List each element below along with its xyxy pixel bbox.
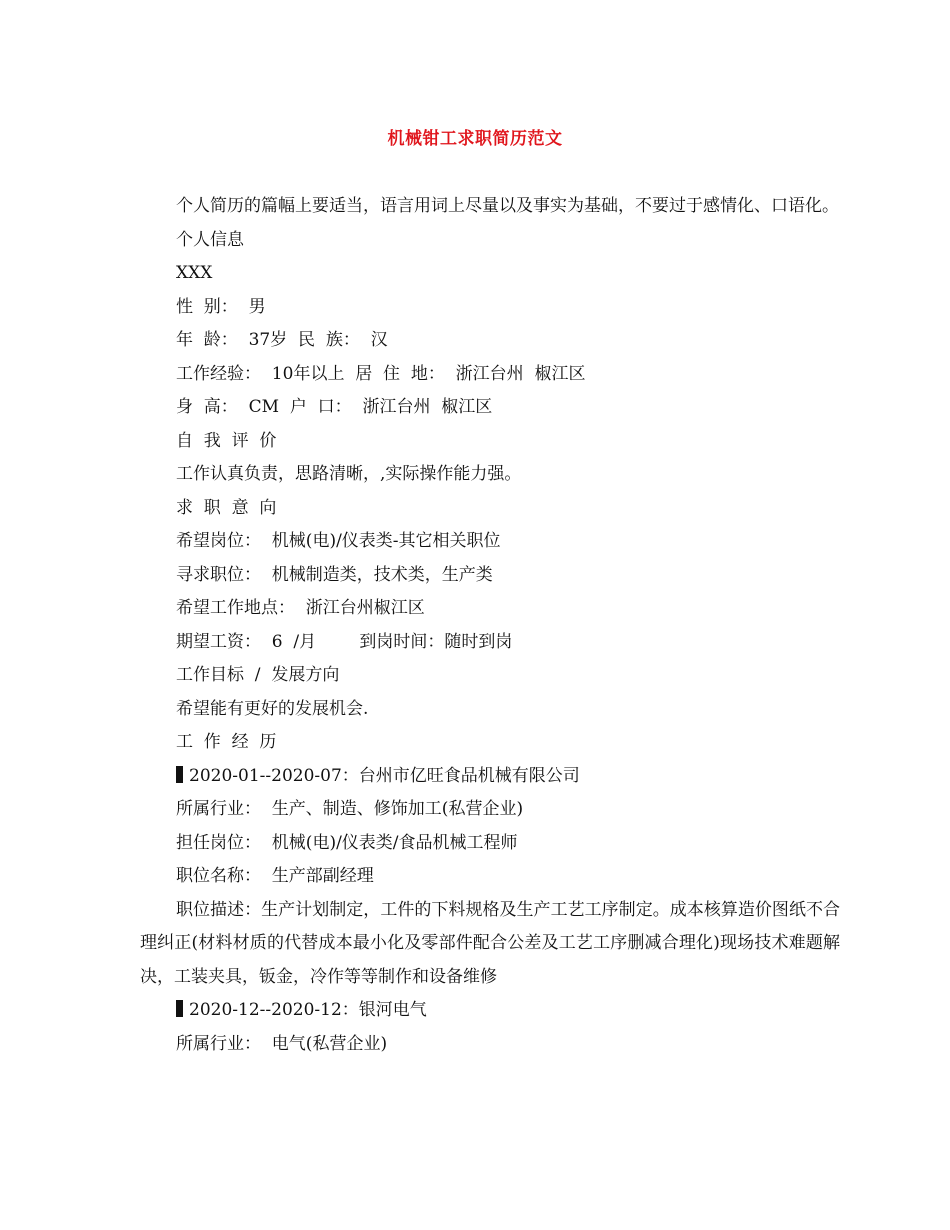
desired-location-line: 希望工作地点： 浙江台州椒江区 [176, 598, 425, 618]
job-1-title: 职位名称： 生产部副经理 [176, 866, 374, 886]
gender-line: 性 别： 男 [176, 296, 266, 317]
section-heading-personal-info: 个人信息 [176, 229, 244, 250]
age-ethnicity-line: 年 龄： 37岁 民 族： 汉 [176, 330, 388, 350]
job-1-header [140, 760, 840, 794]
bullet-block-icon [176, 766, 183, 783]
intro-paragraph: 个人简历的篇幅上要适当，语言用词上尽量以及事实为基础，不要过于感情化、口语化。 [176, 196, 839, 216]
job-1-industry: 所属行业： 生产、制造、修饰加工(私营企业) [176, 799, 524, 819]
job-1-position: 担任岗位： 机械(电)/仪表类/食品机械工程师 [176, 832, 518, 853]
document-title: 机械钳工求职简历范文 [387, 129, 563, 149]
sought-position-line: 寻求职位： 机械制造类，技术类，生产类 [176, 564, 493, 585]
job-2-industry: 所属行业： 电气(私营企业) [176, 1033, 388, 1054]
desired-post-line: 希望岗位： 机械(电)/仪表类-其它相关职位 [176, 531, 501, 551]
job-1-header-text: 2020-01--2020-07：台州市亿旺食品机械有限公司 [189, 765, 580, 786]
experience-residence-line: 工作经验： 10年以上 居 住 地： 浙江台州 椒江区 [176, 363, 586, 384]
job-2-header-text: 2020-12--2020-12：银河电气 [189, 1000, 427, 1020]
section-heading-self-evaluation: 自 我 评 价 [176, 430, 277, 451]
section-heading-work-experience: 工 作 经 历 [176, 732, 277, 752]
section-heading-job-intention: 求 职 意 向 [176, 497, 277, 518]
section-heading-career-goal: 工作目标 / 发展方向 [176, 665, 340, 685]
applicant-name: XXX [176, 263, 213, 283]
salary-availability-line: 期望工资： 6 /月 到岗时间：随时到岗 [176, 631, 513, 652]
career-goal-text: 希望能有更好的发展机会. [176, 698, 369, 719]
bullet-block-icon [176, 1000, 183, 1017]
job-2-header [140, 994, 840, 1028]
self-evaluation-text: 工作认真负责，思路清晰，,实际操作能力强。 [176, 464, 522, 484]
document-body [140, 190, 840, 1061]
height-hukou-line: 身 高： CM 户 口： 浙江台州 椒江区 [176, 397, 493, 417]
job-1-description: 职位描述：生产计划制定，工件的下料规格及生产工艺工序制定。成本核算造价图纸不合理纠正(材料材质的代替成本最小化及零部件配合公差及工艺工序删减合理化)现场技术难题解决，工装夹具，钣金，冷作等等制作和设备维修 [140, 899, 840, 987]
